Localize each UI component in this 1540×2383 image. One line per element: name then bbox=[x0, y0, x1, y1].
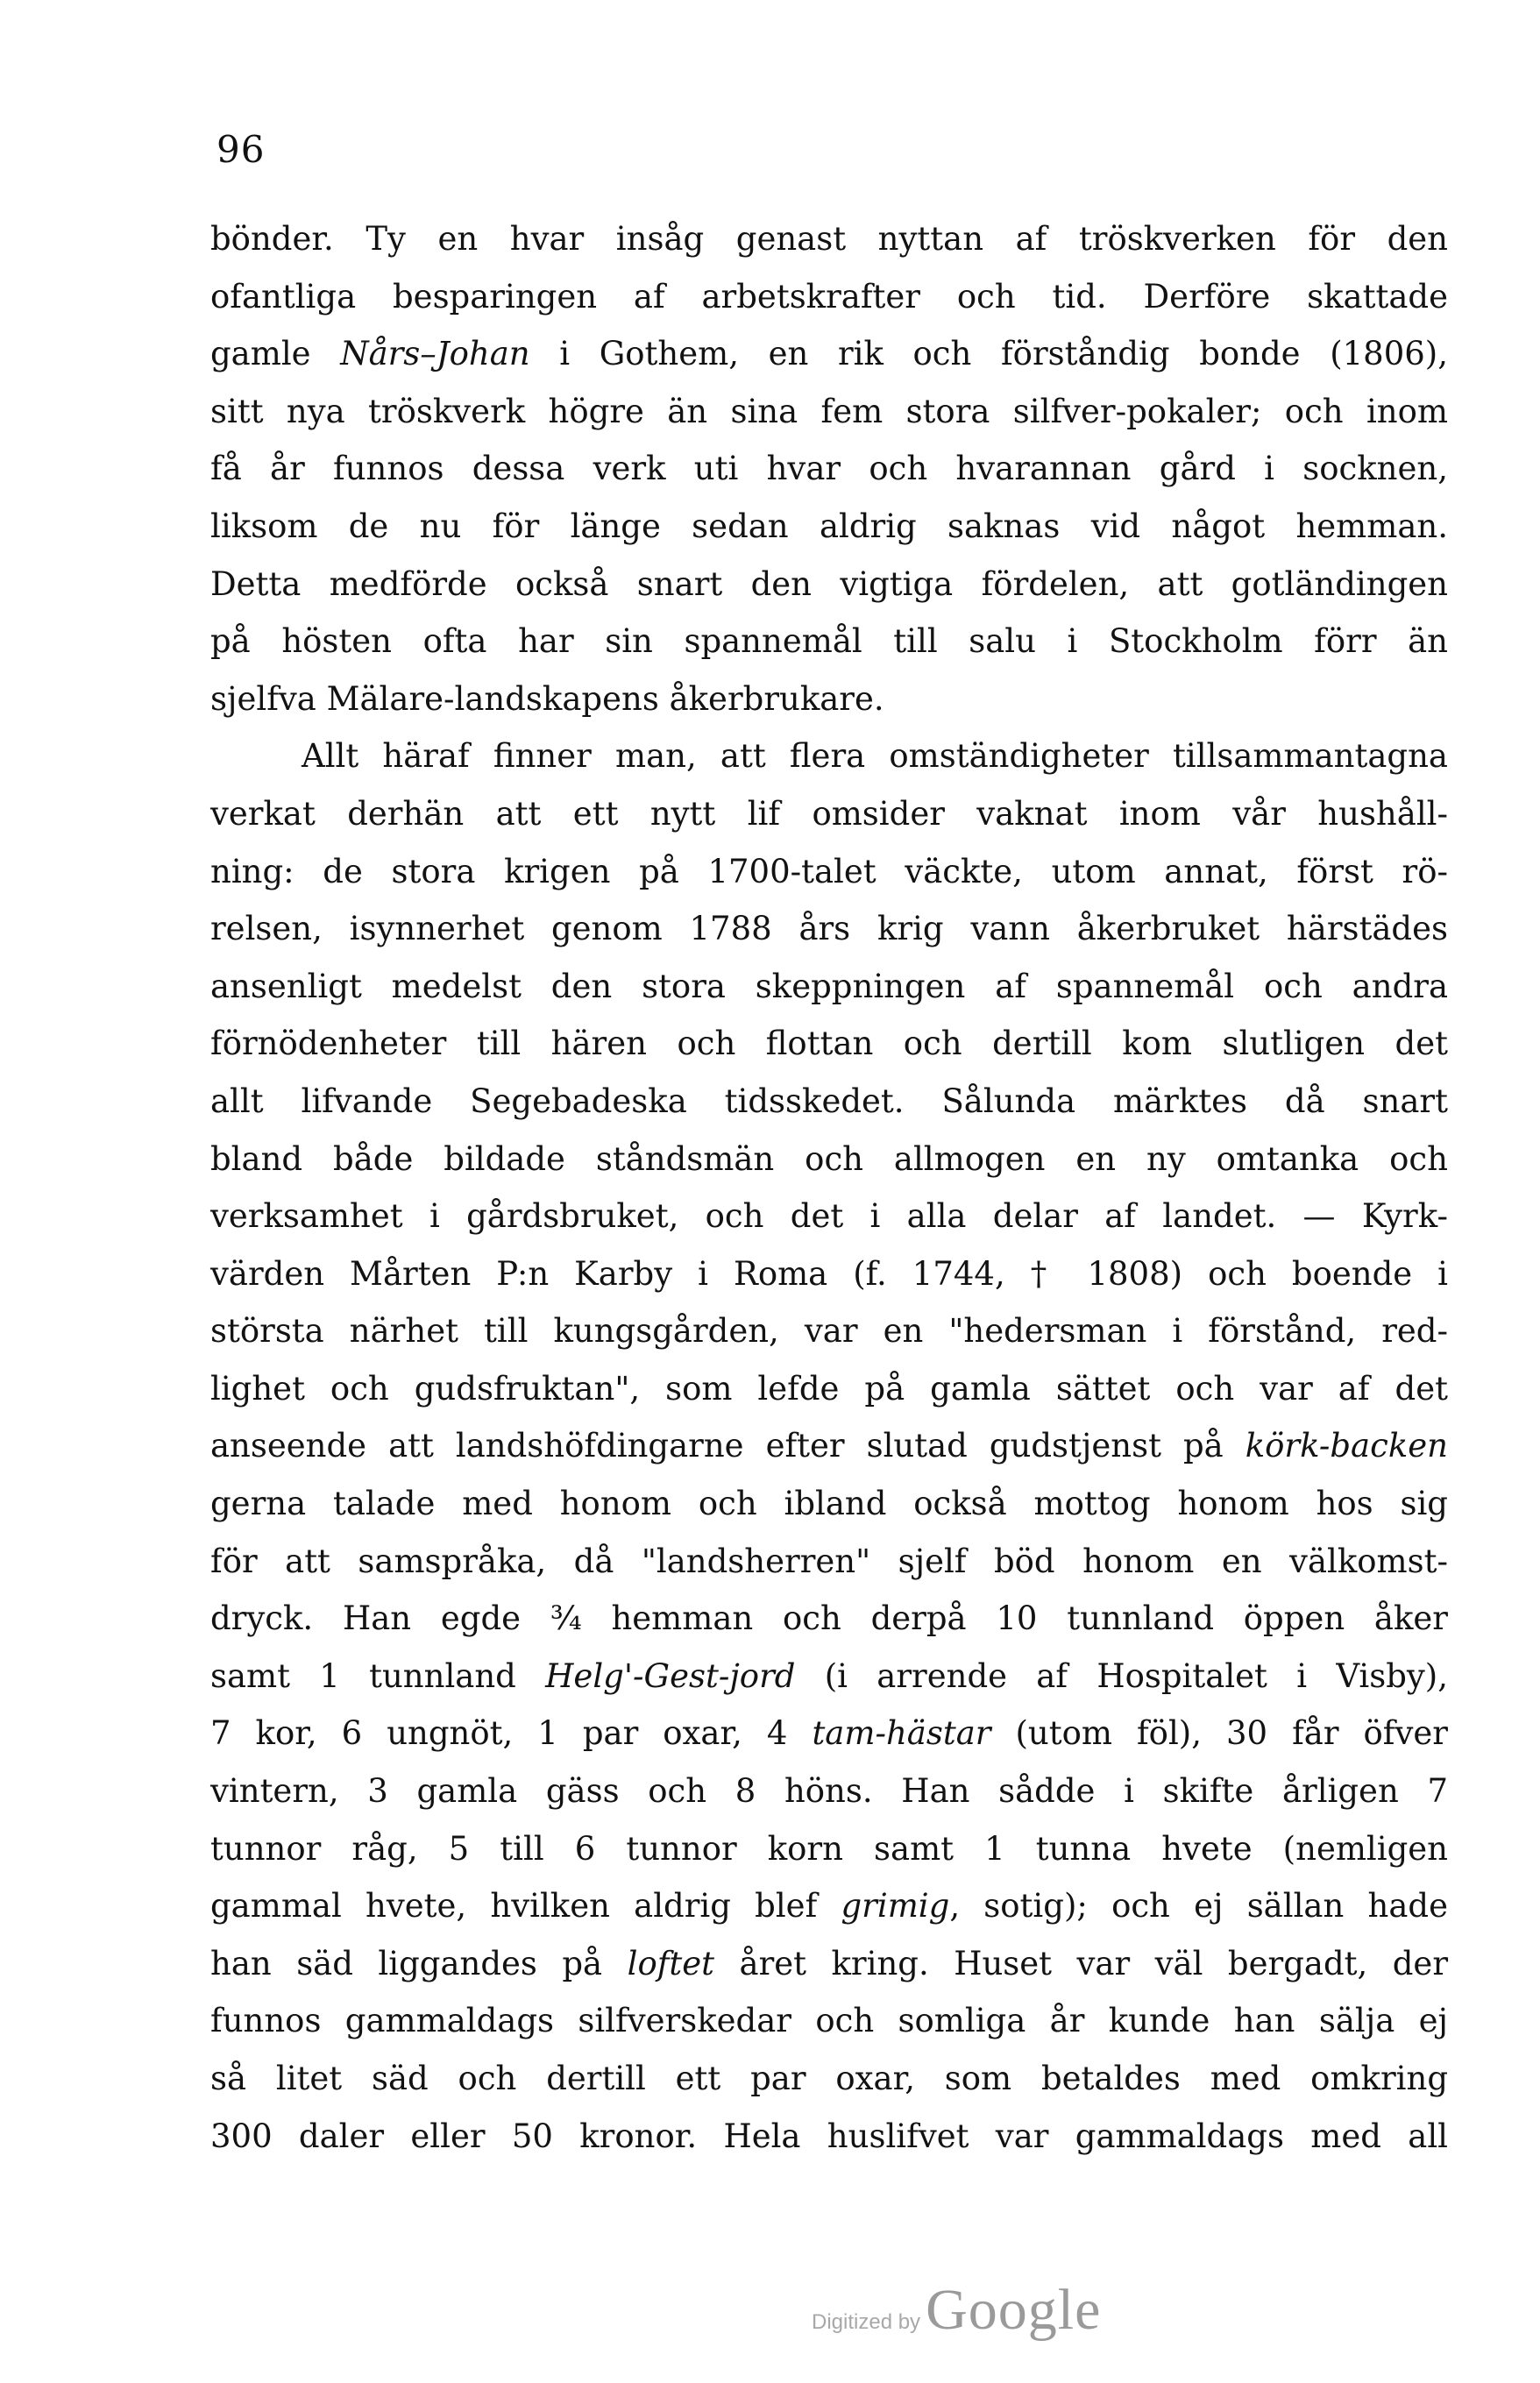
text-line bbox=[210, 1417, 1448, 1475]
italic-term: Helg'-Gest-jord bbox=[545, 1656, 796, 1695]
text-line: ansenligt medelst den stora skeppningen af spannemål och andra bbox=[210, 967, 1448, 1005]
text-run: 7 kor, 6 ungnöt, 1 par oxar, 4 bbox=[210, 1714, 813, 1753]
text-line bbox=[210, 1648, 1448, 1706]
text-run: (utom föl), 30 får öfver bbox=[990, 1714, 1448, 1753]
italic-term: grimig bbox=[841, 1887, 950, 1926]
text-line: ofantliga besparingen af arbetskrafter och tid. Derföre skattade bbox=[210, 277, 1448, 316]
italic-term: tam-hästar bbox=[812, 1714, 991, 1753]
text-line: Detta medförde också snart den vigtiga fördelen, att gotländingen bbox=[210, 564, 1448, 603]
text-line: vintern, 3 gamla gäss och 8 höns. Han sådde i skifte årligen 7 bbox=[210, 1772, 1448, 1811]
text-run: samt 1 tunnland bbox=[210, 1656, 546, 1695]
text-line: på hösten ofta har sin spannemål till salu i Stockholm förr än bbox=[210, 622, 1448, 661]
text-line bbox=[210, 1705, 1448, 1762]
italic-term: Nårs–Johan bbox=[340, 335, 530, 373]
text-line bbox=[210, 325, 1448, 383]
text-run: gamle bbox=[210, 335, 341, 373]
text-line: liksom de nu för länge sedan aldrig saknas vid något hemman. bbox=[210, 507, 1448, 545]
text-line: tunnor råg, 5 till 6 tunnor korn samt 1 tunna hvete (nemligen bbox=[210, 1829, 1448, 1868]
text-line bbox=[210, 1877, 1448, 1935]
text-line: största närhet till kungsgården, var en "hedersman i förstånd, red- bbox=[210, 1312, 1448, 1351]
text-line: 300 daler eller 50 kronor. Hela huslifvet var gammaldags med all bbox=[210, 2117, 1448, 2155]
text-run: anseende att landshöfdingarne efter slutad gudstjenst på bbox=[210, 1427, 1245, 1465]
text-line: funnos gammaldags silfverskedar och somliga år kunde han sälja ej bbox=[210, 2002, 1448, 2040]
text-line bbox=[210, 1935, 1448, 1993]
text-line: få år funnos dessa verk uti hvar och hvarannan gård i socknen, bbox=[210, 450, 1448, 488]
text-line: för att samspråka, då "landsherren" sjelf böd honom en välkomst- bbox=[210, 1542, 1448, 1580]
text-line: så litet säd och dertill ett par oxar, som betaldes med omkring bbox=[210, 2060, 1448, 2097]
text-line: verkat derhän att ett nytt lif omsider vaknat inom vår hushåll- bbox=[210, 794, 1448, 833]
text-line: förnödenheter till hären och flottan och dertill kom slutligen det bbox=[210, 1025, 1448, 1063]
italic-term: körk-backen bbox=[1245, 1427, 1448, 1465]
text-line: värden Mårten P:n Karby i Roma (f. 1744, † 1808) och boende i bbox=[210, 1254, 1448, 1293]
text-run: , sotig); och ej sällan hade bbox=[949, 1887, 1448, 1926]
body-text bbox=[210, 210, 1448, 2165]
text-line: ning: de stora krigen på 1700-talet väckte, utom annat, först rö- bbox=[210, 852, 1448, 890]
google-logo: Google bbox=[926, 2278, 1102, 2342]
text-line: relsen, isynnerhet genom 1788 års krig vann åkerbruket härstädes bbox=[210, 910, 1448, 948]
text-run: (i arrende af Hospitalet i Visby), bbox=[795, 1656, 1448, 1695]
text-line: lighet och gudsfruktan", som lefde på gamla sättet och var af det bbox=[210, 1369, 1448, 1408]
text-line: bland både bildade ståndsmän och allmogen en ny omtanka och bbox=[210, 1139, 1448, 1178]
text-line: verksamhet i gårdsbruket, och det i alla delar af landet. — Kyrk- bbox=[210, 1197, 1448, 1236]
text-line: bönder. Ty en hvar insåg genast nyttan af tröskverken för den bbox=[210, 220, 1448, 258]
page-number: 96 bbox=[216, 128, 266, 171]
text-line: Allt häraf finner man, att flera omständigheter tillsammantagna bbox=[302, 737, 1448, 776]
text-run: han säd liggandes på bbox=[210, 1944, 628, 1982]
watermark-prefix: Digitized by bbox=[812, 2310, 921, 2334]
text-run: i Gothem, en rik och förståndig bonde (1806), bbox=[529, 335, 1448, 373]
text-line: allt lifvande Segebadeska tidsskedet. Sålunda märktes då snart bbox=[210, 1082, 1448, 1120]
text-line: sitt nya tröskverk högre än sina fem stora silfver-pokaler; och inom bbox=[210, 392, 1448, 430]
italic-term: loftet bbox=[627, 1944, 715, 1982]
digitized-watermark bbox=[812, 2277, 1101, 2344]
text-line: dryck. Han egde ¾ hemman och derpå 10 tunnland öppen åker bbox=[210, 1599, 1448, 1638]
text-run: året kring. Huset var väl bergadt, der bbox=[714, 1944, 1449, 1982]
text-run: gammal hvete, hvilken aldrig blef bbox=[210, 1887, 841, 1926]
text-line: gerna talade med honom och ibland också mottog honom hos sig bbox=[210, 1485, 1448, 1523]
text-line: sjelfva Mälare-landskapens åkerbrukare. bbox=[210, 679, 884, 718]
